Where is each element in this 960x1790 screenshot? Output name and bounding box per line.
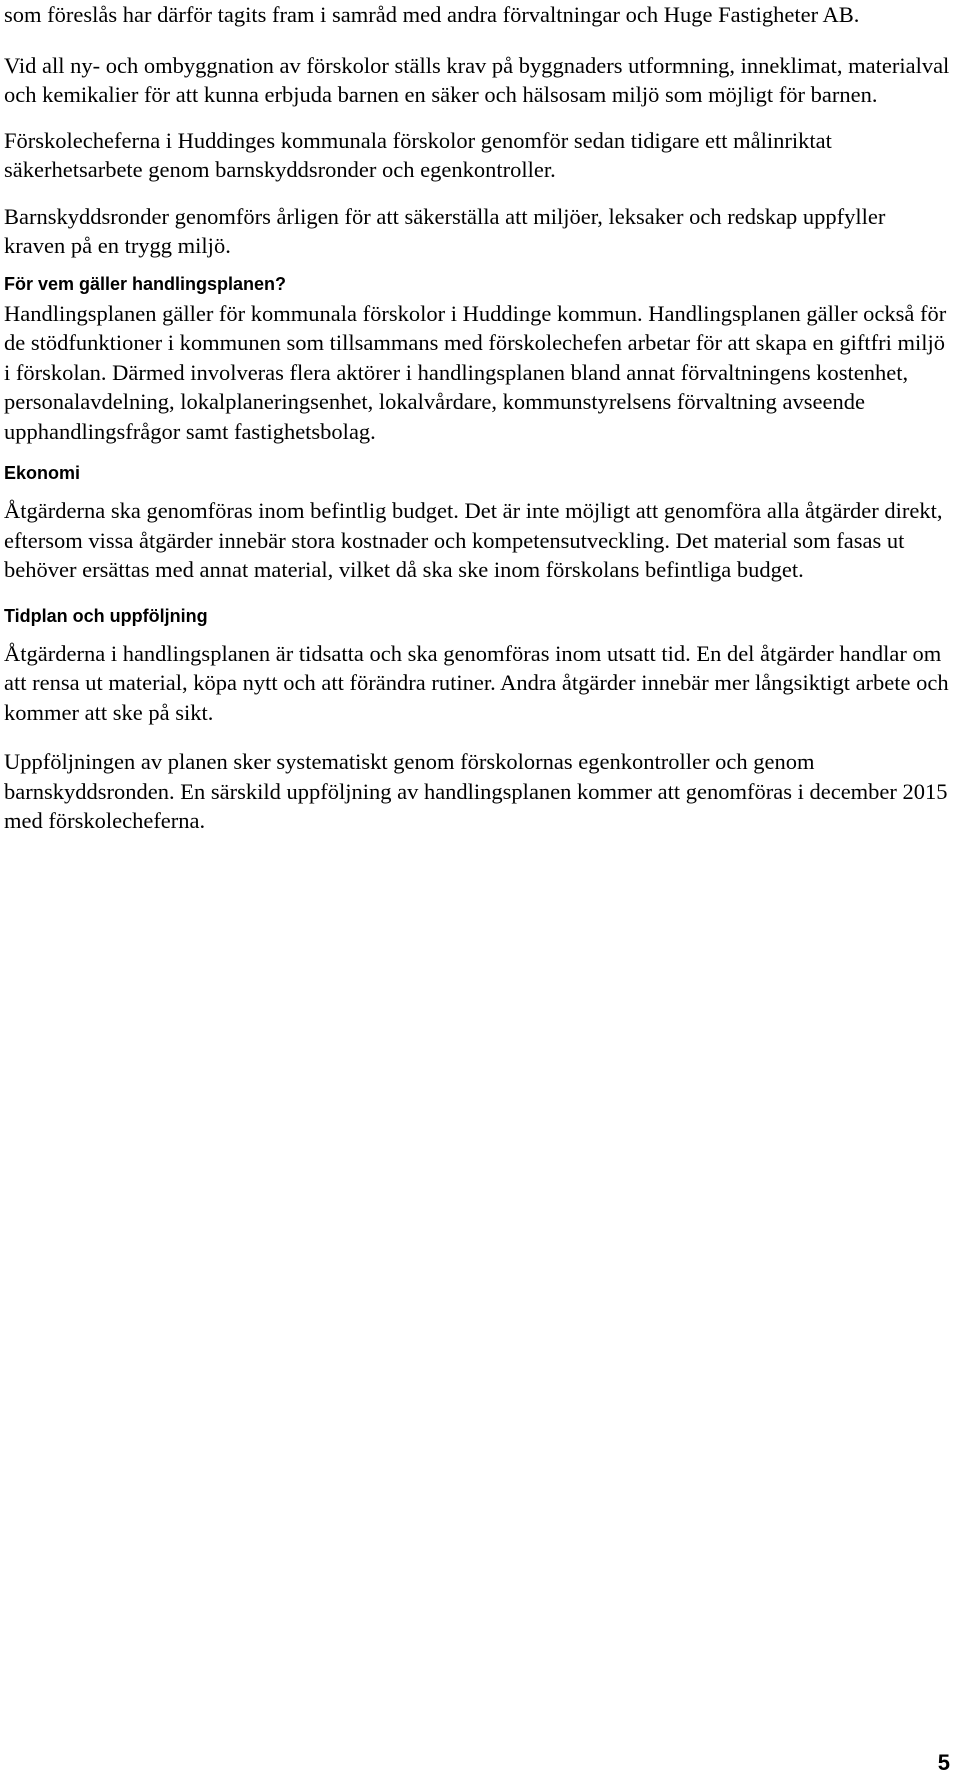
paragraph-intro: som föreslås har därför tagits fram i samråd med andra förvaltningar och Huge Fastigheter AB.: [4, 2, 860, 27]
document-page: [4, 0, 950, 836]
heading-timeline: Tidplan och uppföljning: [4, 605, 208, 626]
paragraph-timeline: Åtgärderna i handlingsplanen är tidsatta och ska genomföras inom utsatt tid. En del åtgärder handlar om att rensa ut material, köpa nytt och att förändra rutiner. Andra åtgärder innebär mer långsiktigt arbete och kommer att ske på sikt.: [4, 640, 949, 725]
heading-economy: Ekonomi: [4, 463, 81, 483]
paragraph-building-requirements: Vid all ny- och ombyggnation av förskolor ställs krav på byggnaders utformning, inneklimat, materialval och kemikalier för att kunna erbjuda barnen en säker och hälsosam miljö som möjligt för barnen.: [4, 52, 950, 107]
paragraph-safety-work: Förskolecheferna i Huddinges kommunala förskolor genomför sedan tidigare ett målinriktat säkerhetsarbete genom barnskyddsronder och egenkontroller.: [4, 127, 832, 182]
paragraph-child-safety-rounds: Barnskyddsronder genomförs årligen för att säkerställa att miljöer, leksaker och redskap uppfyller kraven på en trygg miljö.: [4, 203, 886, 258]
paragraph-economy: Åtgärderna ska genomföras inom befintlig budget. Det är inte möjligt att genomföra alla åtgärder direkt, eftersom vissa åtgärder innebär stora kostnader och kompetensutveckling. Det material som fasas ut behöver ersättas med annat material, vilket då ska ske inom förskolans befintliga budget.: [4, 498, 943, 582]
page-number: 5: [937, 1750, 950, 1775]
heading-scope: För vem gäller handlingsplanen?: [4, 273, 287, 294]
paragraph-scope: Handlingsplanen gäller för kommunala förskolor i Huddinge kommun. Handlingsplanen gäller också för de stödfunktioner i kommunen som tillsammans med förskolechefen arbetar för att skapa en giftfri miljö i förskolan. Därmed involveras flera aktörer i handlingsplanen bland annat förvaltningens kostenhet, personalavdelning, lokalplaneringsenhet, lokalvårdare, kommunstyrelsens förvaltning avseende upphandlingsfrågor samt fastighetsbolag.: [4, 300, 947, 444]
paragraph-follow-up: Uppföljningen av planen sker systematiskt genom förskolornas egenkontroller och genom barnskyddsronden. En särskild uppföljning av handlingsplanen kommer att genomföras i december 2015 med förskolecheferna.: [4, 749, 948, 833]
